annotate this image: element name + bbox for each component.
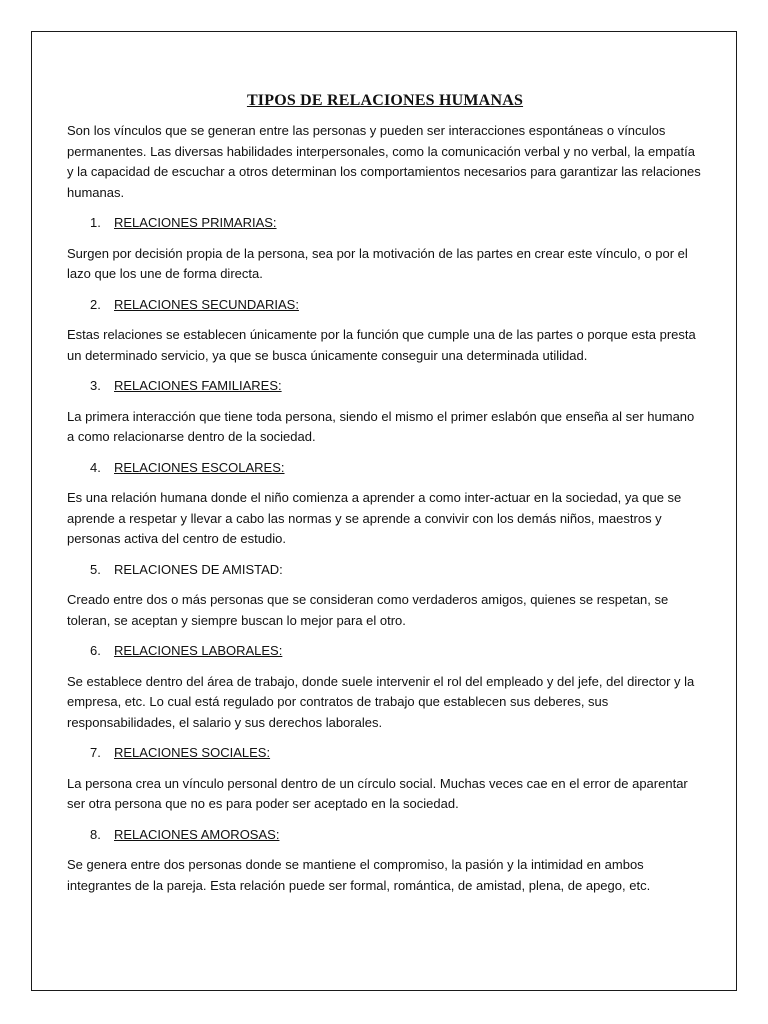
- section-7: [67, 743, 703, 815]
- section-paragraph: La primera interacción que tiene toda persona, siendo el mismo el primer eslabón que enseña al ser humano a como relacionarse dentro de la sociedad.: [67, 408, 695, 444]
- section-heading: [67, 458, 703, 479]
- section-paragraph: La persona crea un vínculo personal dentro de un círculo social. Muchas veces cae en el error de aparentar ser otra persona que no es para poder ser aceptado en la sociedad.: [67, 775, 688, 811]
- document-title: TIPOS DE RELACIONES HUMANAS: [246, 92, 524, 109]
- section-8: [67, 825, 703, 897]
- intro-paragraph: Son los vínculos que se generan entre las personas y pueden ser interacciones espontáneas o vínculos permanentes. Las diversas habilidades interpersonales, como la comunicación verbal y no verbal, la empatía y la capacidad de escuchar a otros determinan los comportamientos necesarios para garantizar las relaciones humanas.: [67, 123, 701, 200]
- section-title: RELACIONES SOCIALES:: [114, 745, 271, 760]
- section-heading: [67, 560, 703, 581]
- section-heading: [67, 641, 703, 662]
- section-paragraph: Es una relación humana donde el niño comienza a aprender a como inter-actuar en la sociedad, ya que se aprende a respetar y llevar a cabo las normas y se aprende a convivir con los demás niños, maestros y personas activa del centro de estudio.: [67, 490, 682, 546]
- section-paragraph: Se establece dentro del área de trabajo, donde suele intervenir el rol del empleado y del jefe, del director y la empresa, etc. Lo cual está regulado por contratos de trabajo que establecen sus deberes, sus responsabilidades, el salario y sus derechos laborales.: [67, 673, 695, 730]
- section-title: RELACIONES AMOROSAS:: [114, 826, 280, 842]
- section-heading: [67, 743, 703, 764]
- section-paragraph: Estas relaciones se establecen únicamente por la función que cumple una de las partes o porque esta presta un determinado servicio, ya que se busca únicamente conseguir una determinada utilidad.: [67, 327, 696, 363]
- section-paragraph: Surgen por decisión propia de la persona, sea por la motivación de las partes en crear este vínculo, o por el lazo que los une de forma directa.: [67, 245, 688, 281]
- section-number: 3.: [90, 378, 101, 393]
- section-2: [67, 295, 703, 367]
- section-number: 7.: [90, 745, 101, 760]
- section-number: 8.: [90, 826, 101, 842]
- section-number: 6.: [90, 643, 101, 658]
- section-title: RELACIONES DE AMISTAD:: [114, 561, 283, 577]
- section-5: [67, 560, 703, 632]
- section-heading: [67, 376, 703, 397]
- section-number: 4.: [90, 459, 101, 475]
- section-heading: [67, 295, 703, 316]
- section-1: [67, 213, 703, 285]
- section-title: RELACIONES SECUNDARIAS:: [114, 296, 299, 312]
- section-title: RELACIONES PRIMARIAS:: [114, 215, 277, 230]
- section-number: 5.: [90, 561, 101, 577]
- section-number: 2.: [90, 296, 101, 312]
- section-3: [67, 376, 703, 448]
- section-6: [67, 641, 703, 733]
- section-paragraph: Creado entre dos o más personas que se consideran como verdaderos amigos, quienes se respetan, se toleran, se aceptan y siempre buscan lo mejor para el otro.: [67, 592, 669, 628]
- section-number: 1.: [90, 215, 101, 230]
- section-paragraph: Se genera entre dos personas donde se mantiene el compromiso, la pasión y la intimidad en ambos integrantes de la pareja. Esta relación puede ser formal, romántica, de amistad, plena, de apego, etc.: [67, 857, 651, 893]
- section-heading: [67, 825, 703, 846]
- section-title: RELACIONES ESCOLARES:: [114, 459, 285, 475]
- section-heading: [67, 213, 703, 234]
- document-body: [67, 92, 703, 906]
- section-4: [67, 458, 703, 550]
- section-title: RELACIONES FAMILIARES:: [114, 378, 282, 393]
- section-title: RELACIONES LABORALES:: [114, 643, 283, 658]
